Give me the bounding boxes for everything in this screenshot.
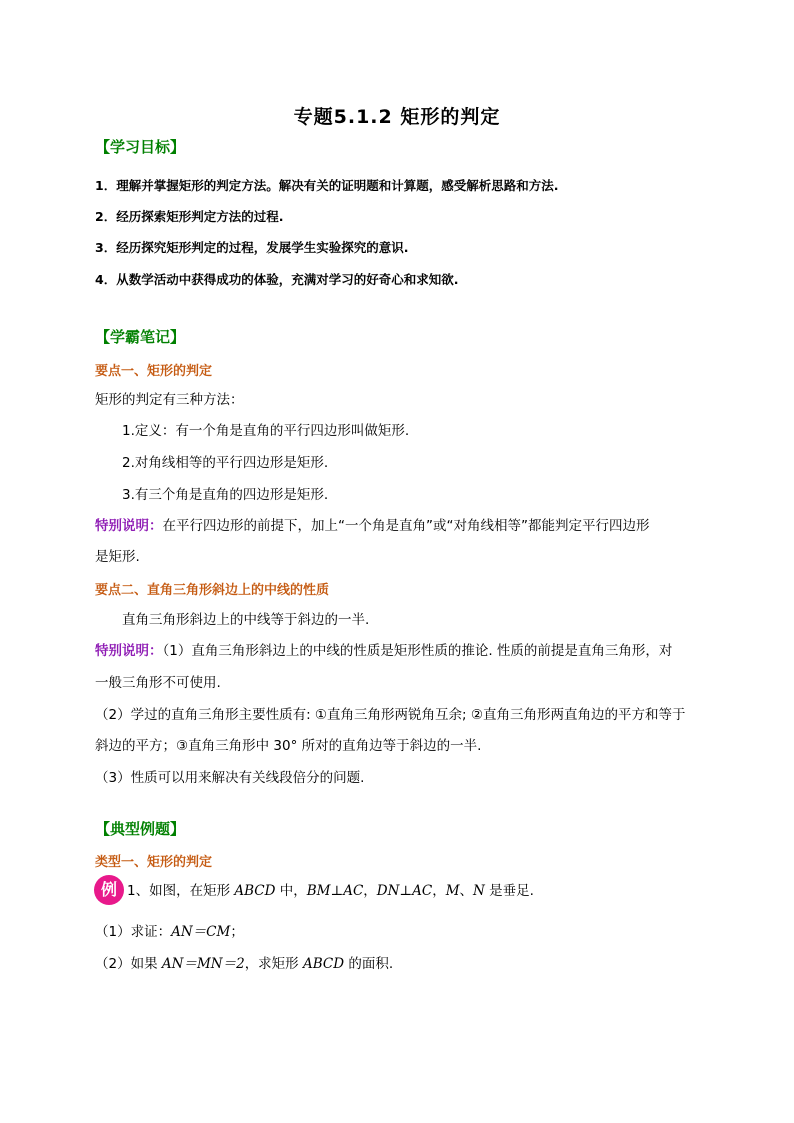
point1-special bbox=[95, 512, 705, 541]
point2-heading: 要点二、直角三角形斜边上的中线的性质 bbox=[95, 583, 330, 598]
question-text: ，求矩形 bbox=[244, 956, 303, 972]
math-bm-ac: BM⊥AC bbox=[306, 883, 364, 899]
point1-special-cont: 是矩形. bbox=[95, 549, 140, 565]
math-abcd: ABCD bbox=[234, 883, 276, 899]
notes-heading: 【学霸笔记】 bbox=[95, 328, 186, 346]
problem-text: 1、如图，在矩形 bbox=[127, 883, 235, 899]
special-label: 特别说明： bbox=[95, 518, 163, 534]
point2-item3: （3）性质可以用来解决有关线段倍分的问题. bbox=[95, 770, 365, 786]
point2-item2: （2）学过的直角三角形主要性质有: ①直角三角形两锐角互余; ②直角三角形两直角边的平方和等于 bbox=[95, 707, 686, 723]
problem-text: 中， bbox=[275, 883, 307, 899]
problem-text: 是垂足. bbox=[484, 883, 534, 899]
question-1 bbox=[95, 918, 705, 947]
point2-statement: 直角三角形斜边上的中线等于斜边的一半. bbox=[122, 612, 370, 628]
math-an-mn: AN＝MN＝2 bbox=[161, 956, 245, 972]
punct: ； bbox=[230, 924, 244, 940]
math-an-cm: AN＝CM bbox=[171, 924, 231, 940]
punct: ， bbox=[432, 883, 446, 899]
question-text: （1）求证： bbox=[95, 924, 172, 940]
point2-item2-cont: 斜边的平方；③直角三角形中 30° 所对的直角边等于斜边的一半. bbox=[95, 738, 482, 754]
point1-heading: 要点一、矩形的判定 bbox=[95, 364, 213, 379]
example-badge: 例 bbox=[94, 875, 124, 905]
goal-item-4: 4．从数学活动中获得成功的体验，充满对学习的好奇心和求知欲. bbox=[95, 272, 459, 287]
special-label: 特别说明： bbox=[95, 643, 163, 659]
special-text: （1）直角三角形斜边上的中线的性质是矩形性质的推论. 性质的前提是直角三角形，对 bbox=[162, 643, 673, 659]
special-text: 在平行四边形的前提下，加上“一个角是直角”或“对角线相等”都能判定平行四边形 bbox=[162, 518, 650, 534]
method-3: 3.有三个角是直角的四边形是矩形. bbox=[122, 487, 329, 503]
goal-item-1: 1．理解并掌握矩形的判定方法。解决有关的证明题和计算题，感受解析思路和方法. bbox=[95, 178, 559, 193]
math-dn-ac: DN⊥AC bbox=[376, 883, 433, 899]
goal-item-2: 2．经历探索矩形判定方法的过程. bbox=[95, 209, 284, 224]
page-title: 专题5.1.2 矩形的判定 bbox=[293, 106, 501, 128]
goal-item-3: 3．经历探究矩形判定的过程，发展学生实验探究的意识. bbox=[95, 240, 409, 255]
question-text: 的面积. bbox=[344, 956, 394, 972]
type1-heading: 类型一、矩形的判定 bbox=[95, 855, 213, 870]
example-problem bbox=[127, 880, 737, 902]
point2-special bbox=[95, 637, 705, 666]
math-abcd: ABCD bbox=[302, 956, 345, 972]
point1-intro: 矩形的判定有三种方法： bbox=[95, 392, 244, 408]
punct: 、 bbox=[459, 883, 474, 899]
goals-heading: 【学习目标】 bbox=[95, 138, 186, 156]
math-n: N bbox=[473, 883, 485, 899]
question-2 bbox=[95, 950, 705, 979]
punct: ， bbox=[363, 883, 377, 899]
question-text: （2）如果 bbox=[95, 956, 162, 972]
method-2: 2.对角线相等的平行四边形是矩形. bbox=[122, 455, 329, 471]
examples-heading: 【典型例题】 bbox=[95, 820, 186, 838]
method-1: 1.定义：有一个角是直角的平行四边形叫做矩形. bbox=[122, 423, 410, 439]
math-m: M bbox=[445, 883, 460, 899]
point2-special-cont: 一般三角形不可使用. bbox=[95, 675, 221, 691]
